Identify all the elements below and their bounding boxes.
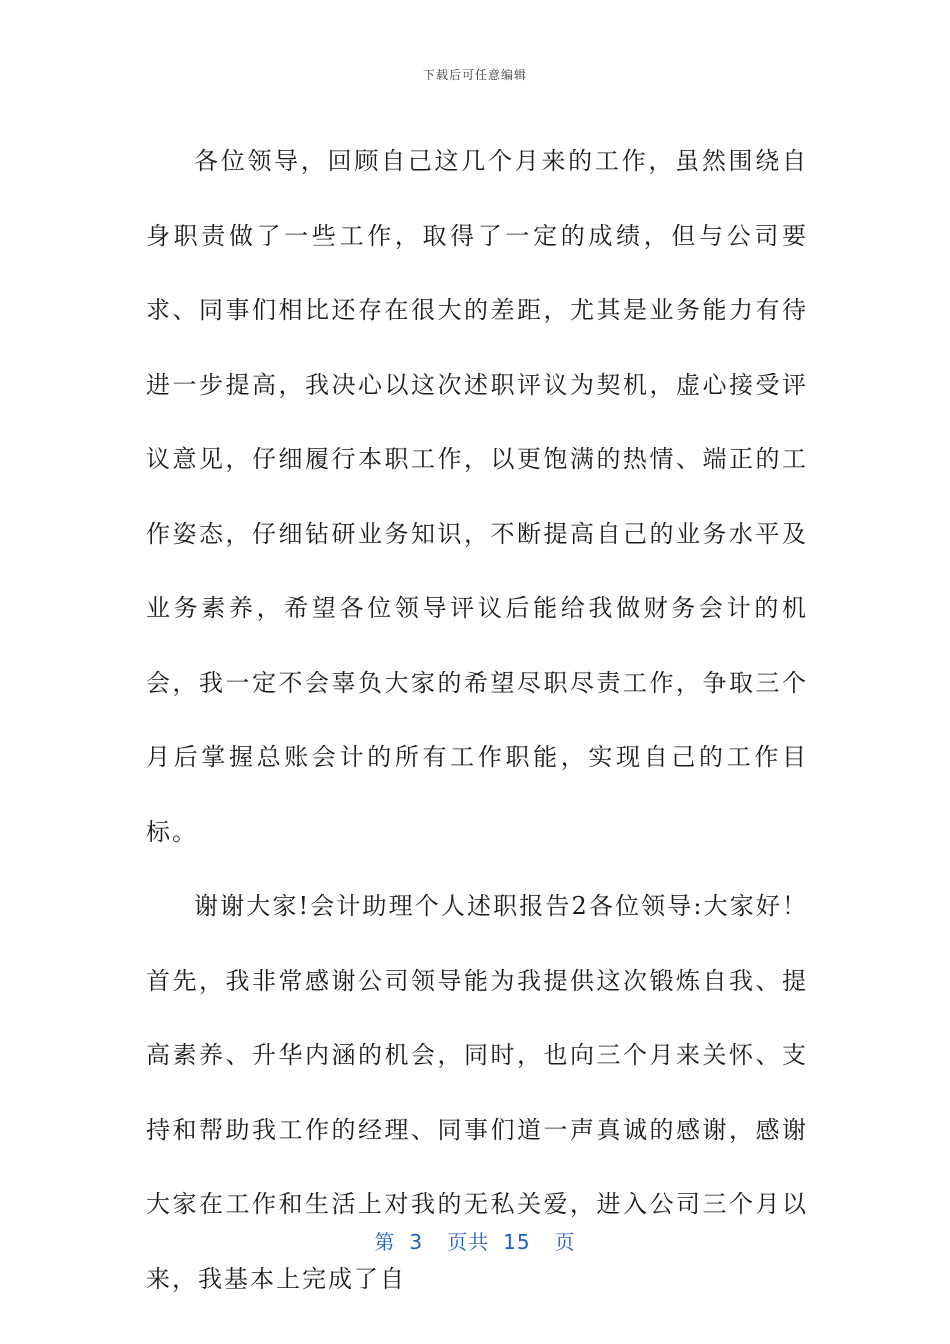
body-paragraph: 谢谢大家!会计助理个人述职报告2各位领导:大家好！首先，我非常感谢公司领导能为我提供这次锻炼自我、提高素养、升华内涵的机会，同时，也向三个月来关怀、支持和帮助我工作的经理、同事们道一声真诚的感谢，感谢大家在工作和生活上对我的无私关爱，进入公司三个月以来，我基本上完成了自 bbox=[146, 892, 808, 1293]
footer-middle: 页共 bbox=[447, 1230, 490, 1254]
page-header: 下载后可任意编辑 bbox=[422, 68, 527, 82]
footer-suffix: 页 bbox=[554, 1230, 576, 1254]
document-body bbox=[146, 124, 808, 1316]
footer-prefix: 第 bbox=[374, 1230, 396, 1254]
footer-current-page: 3 bbox=[409, 1230, 424, 1254]
page-footer bbox=[0, 1226, 950, 1255]
footer-total-pages: 15 bbox=[503, 1230, 531, 1254]
body-paragraph: 各位领导，回顾自己这几个月来的工作，虽然围绕自身职责做了一些工作，取得了一定的成绩，但与公司要求、同事们相比还存在很大的差距，尤其是业务能力有待进一步提高，我决心以这次述职评议为契机，虚心接受评议意见，仔细履行本职工作，以更饱满的热情、端正的工作姿态，仔细钻研业务知识，不断提高自己的业务水平及业务素养，希望各位领导评议后能给我做财务会计的机会，我一定不会辜负大家的希望尽职尽责工作，争取三个月后掌握总账会计的所有工作职能，实现自己的工作目标。 bbox=[146, 147, 808, 846]
